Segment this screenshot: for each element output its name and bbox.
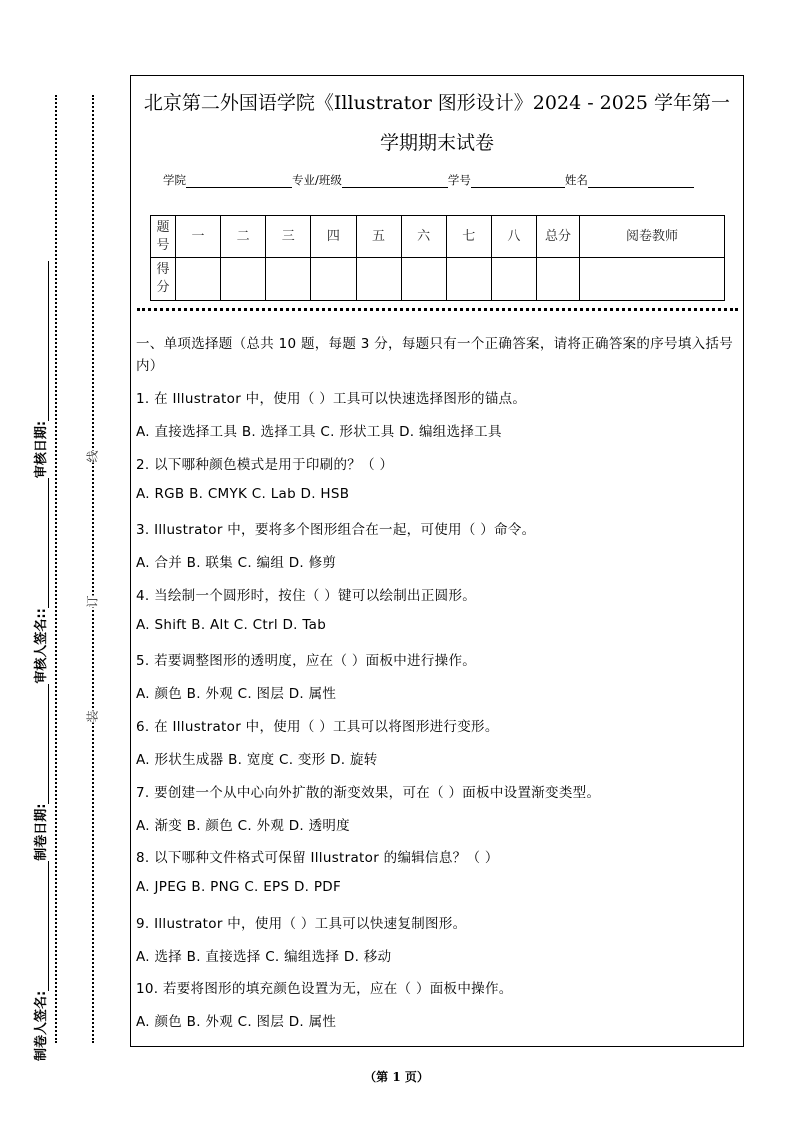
score-cell[interactable] — [580, 258, 725, 301]
question-text: 10. 若要将图形的填充颜色设置为无，应在（ ）面板中操作。 — [136, 981, 513, 998]
student-id-label: 学号 — [447, 173, 471, 187]
question-text: 7. 要创建一个从中心向外扩散的渐变效果，可在（ ）面板中设置渐变类型。 — [136, 784, 601, 801]
col-header: 八 — [491, 216, 536, 258]
college-label: 学院 — [163, 173, 186, 187]
student-info-row — [163, 172, 694, 188]
row-head-question: 题号 — [151, 216, 176, 258]
student-id-field[interactable] — [471, 173, 565, 188]
reviewer-sign-field[interactable] — [38, 478, 49, 608]
score-cell[interactable] — [491, 258, 536, 301]
col-header: 四 — [311, 216, 356, 258]
make-date-label: 制卷日期: — [34, 803, 49, 861]
answer-options: A. 颜色 B. 外观 C. 图层 D. 属性 — [136, 1014, 337, 1031]
review-date-label: 审核日期: — [34, 420, 49, 479]
question-text: 8. 以下哪种文件格式可保留 Illustrator 的编辑信息？（ ） — [136, 850, 499, 867]
exam-title-line1: 北京第二外国语学院《Illustrator 图形设计》2024 - 2025 学年第一 — [143, 92, 731, 114]
answer-options: A. 渐变 B. 颜色 C. 外观 D. 透明度 — [136, 817, 350, 834]
question-text: 9. Illustrator 中，使用（ ）工具可以快速复制图形。 — [136, 915, 467, 932]
signature-margin — [31, 101, 49, 1061]
name-label: 姓名 — [564, 173, 588, 187]
binding-char-order: 订 — [85, 595, 100, 608]
section-heading: 一、单项选择题（总共 10 题，每题 3 分，每题只有一个正确答案，请将正确答案的序号填入括号内） — [136, 336, 734, 374]
seal-dotted-line — [55, 95, 57, 1043]
question-text: 2. 以下哪种颜色模式是用于印刷的？（ ） — [136, 456, 394, 473]
score-cell[interactable] — [537, 258, 580, 301]
page-number: （第 1 页） — [364, 1070, 429, 1084]
college-field[interactable] — [186, 173, 292, 188]
binding-char-line: 线 — [85, 450, 100, 463]
answer-options: A. RGB B. CMYK C. Lab D. HSB — [136, 485, 350, 502]
score-table — [150, 215, 725, 301]
major-label: 专业/班级 — [292, 173, 342, 187]
col-header: 二 — [221, 216, 266, 258]
reviewer-sign-label: 审核人签名:: — [34, 608, 49, 684]
score-cell[interactable] — [266, 258, 311, 301]
answer-options: A. 合并 B. 联集 C. 编组 D. 修剪 — [136, 555, 337, 572]
review-date-field[interactable] — [38, 261, 49, 421]
make-date-field[interactable] — [38, 684, 49, 804]
col-header-total: 总分 — [537, 216, 580, 258]
score-cell[interactable] — [221, 258, 266, 301]
answer-options: A. 形状生成器 B. 宽度 C. 变形 D. 旋转 — [136, 752, 378, 768]
col-header: 三 — [266, 216, 311, 258]
col-header: 七 — [446, 216, 491, 258]
answer-options: A. 选择 B. 直接选择 C. 编组选择 D. 移动 — [136, 948, 392, 965]
maker-sign-field[interactable] — [38, 861, 49, 991]
col-header: 五 — [356, 216, 401, 258]
score-cell[interactable] — [356, 258, 401, 301]
answer-options: A. 颜色 B. 外观 C. 图层 D. 属性 — [136, 686, 337, 703]
binding-dotted-line — [92, 95, 94, 1043]
answer-options: A. 直接选择工具 B. 选择工具 C. 形状工具 D. 编组选择工具 — [136, 424, 502, 440]
question-text: 3. Illustrator 中，要将多个图形组合在一起，可使用（ ）命令。 — [136, 522, 536, 539]
col-header: 一 — [176, 216, 221, 258]
question-text: 5. 若要调整图形的透明度，应在（ ）面板中进行操作。 — [136, 653, 477, 670]
row-head-score: 得分 — [151, 258, 176, 301]
answer-options: A. JPEG B. PNG C. EPS D. PDF — [136, 879, 342, 896]
exam-title-line2: 学期期末试卷 — [379, 132, 494, 154]
col-header-grader: 阅卷教师 — [580, 216, 725, 258]
maker-sign-label: 制卷人签名: — [34, 990, 49, 1061]
score-cell[interactable] — [446, 258, 491, 301]
question-text: 4. 当绘制一个圆形时，按住（ ）键可以绘制出正圆形。 — [136, 587, 477, 604]
answer-options: A. Shift B. Alt C. Ctrl D. Tab — [136, 616, 327, 633]
score-cell[interactable] — [176, 258, 221, 301]
score-cell[interactable] — [311, 258, 356, 301]
question-text: 6. 在 Illustrator 中，使用（ ）工具可以将图形进行变形。 — [136, 719, 499, 735]
question-text: 1. 在 Illustrator 中，使用（ ）工具可以快速选择图形的锚点。 — [136, 391, 527, 407]
binding-char-bind: 装 — [85, 710, 100, 723]
separator-dotted — [137, 308, 738, 311]
major-field[interactable] — [342, 173, 448, 188]
col-header: 六 — [401, 216, 446, 258]
score-cell[interactable] — [401, 258, 446, 301]
name-field[interactable] — [588, 173, 694, 188]
